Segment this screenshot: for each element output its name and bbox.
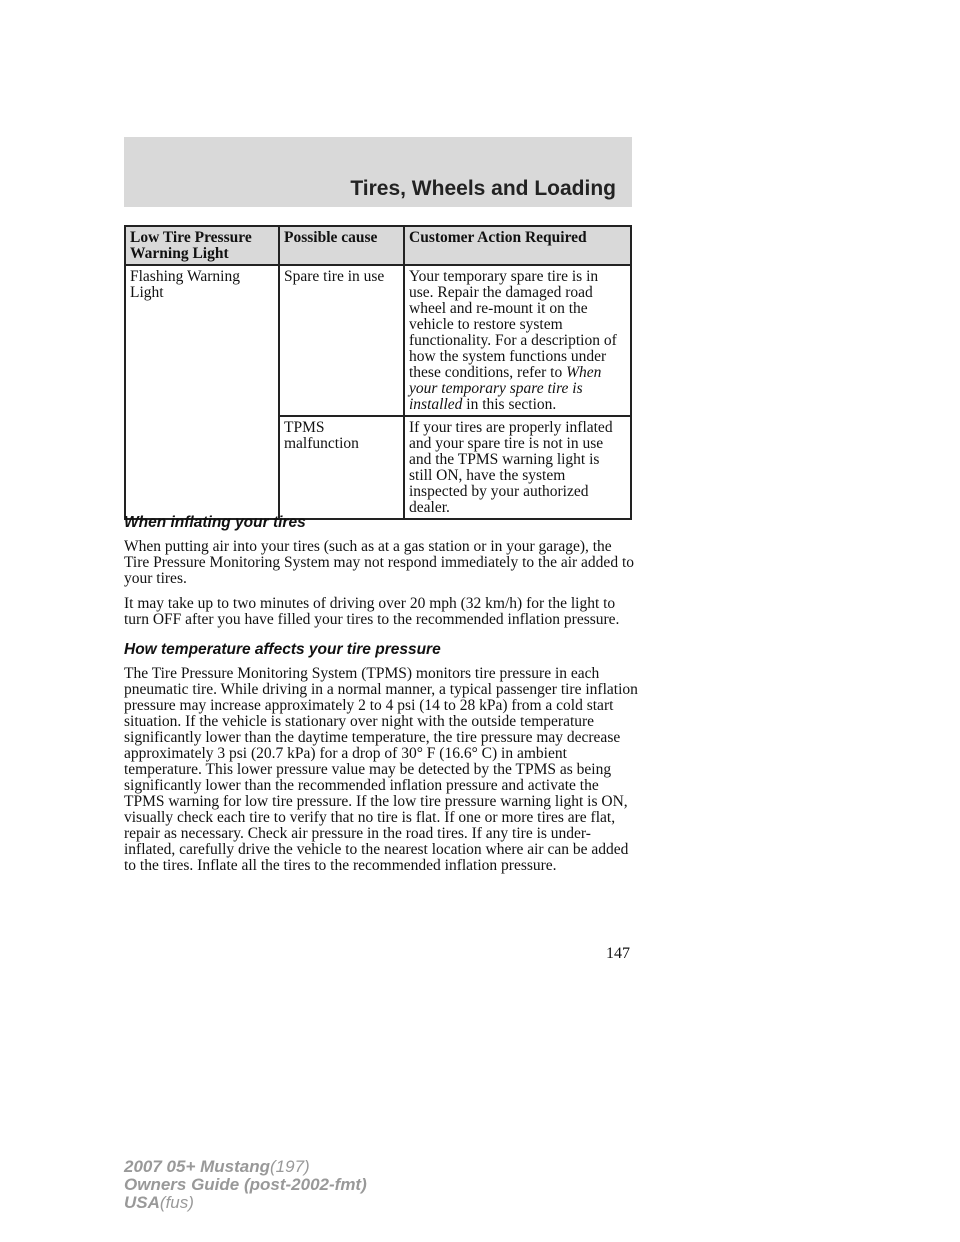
table-cell-action: If your tires are properly inflated and your spare tire is not in use and the TPMS warning light is still ON, have the system inspected by your authorized dealer. xyxy=(404,416,631,519)
footer-line xyxy=(124,1194,367,1212)
footer-line xyxy=(124,1176,367,1194)
section-heading-temperature: How temperature affects your tire pressure xyxy=(124,641,441,658)
footer-guide: Owners Guide (post-2002-fmt) xyxy=(124,1175,367,1194)
footer-model-code: (197) xyxy=(270,1157,310,1176)
footer-line xyxy=(124,1158,367,1176)
body-content xyxy=(124,514,639,883)
section-heading-inflating: When inflating your tires xyxy=(124,514,306,531)
paragraph: The Tire Pressure Monitoring System (TPMS) monitors tire pressure in each pneumatic tire. While driving in a normal manner, a typical passenger tire inflation pressure may increase approximately 2 to 4 psi (14 to 28 kPa) from a cold start situation. If the vehicle is stationary over night with the outside temperature significantly lower than the daytime temperature, the tire pressure may decrease approximately 3 psi (20.7 kPa) for a drop of 30° F (16.6° C) in ambient temperature. This lower pressure value may be detected by the TPMS as being significantly lower than the recommended inflation pressure and activate the TPMS warning for low tire pressure. If the low tire pressure warning light is ON, visually check each tire to verify that no tire is flat. If one or more tires are flat, repair as necessary. Check air pressure in the road tires. If any tire is under-inflated, carefully drive the vehicle to the nearest location where air can be added to the tires. Inflate all the tires to the recommended inflation pressure. xyxy=(124,665,638,874)
section-header-band xyxy=(124,137,632,207)
paragraph: It may take up to two minutes of driving over 20 mph (32 km/h) for the light to turn OFF after you have filled your tires to the recommended inflation pressure. xyxy=(124,595,620,628)
table-cell-cause: Spare tire in use xyxy=(279,265,404,416)
cross-reference: When your temporary spare tire is installed xyxy=(409,364,602,413)
footer-market: USA xyxy=(124,1193,160,1212)
warning-light-table xyxy=(124,225,632,520)
table-cell-cause: TPMS malfunction xyxy=(279,416,404,519)
footer-market-code: (fus) xyxy=(159,1193,194,1212)
page-number: 147 xyxy=(606,945,630,962)
paragraph: When putting air into your tires (such as at a gas station or in your garage), the Tire Pressure Monitoring System may not respond immediately to the air added to your tires. xyxy=(124,538,634,587)
table-cell-warning-light: Flashing Warning Light xyxy=(125,265,279,519)
table-header-possible-cause: Possible cause xyxy=(279,226,404,265)
table-row xyxy=(125,265,631,416)
table-header-warning-light: Low Tire Pressure Warning Light xyxy=(125,226,279,265)
table-header-customer-action: Customer Action Required xyxy=(404,226,631,265)
document-footer xyxy=(124,1158,367,1212)
action-text: Your temporary spare tire is in use. Repair the damaged road wheel and re-mount it on the vehicle to restore system functionality. For a description of how the system functions under these conditions, refer to xyxy=(409,268,617,381)
table-cell-action xyxy=(404,265,631,416)
action-text-tail: in this section. xyxy=(466,396,557,413)
table-header-row xyxy=(125,226,631,265)
section-title: Tires, Wheels and Loading xyxy=(350,177,616,200)
footer-model: 2007 05+ Mustang xyxy=(124,1157,270,1176)
